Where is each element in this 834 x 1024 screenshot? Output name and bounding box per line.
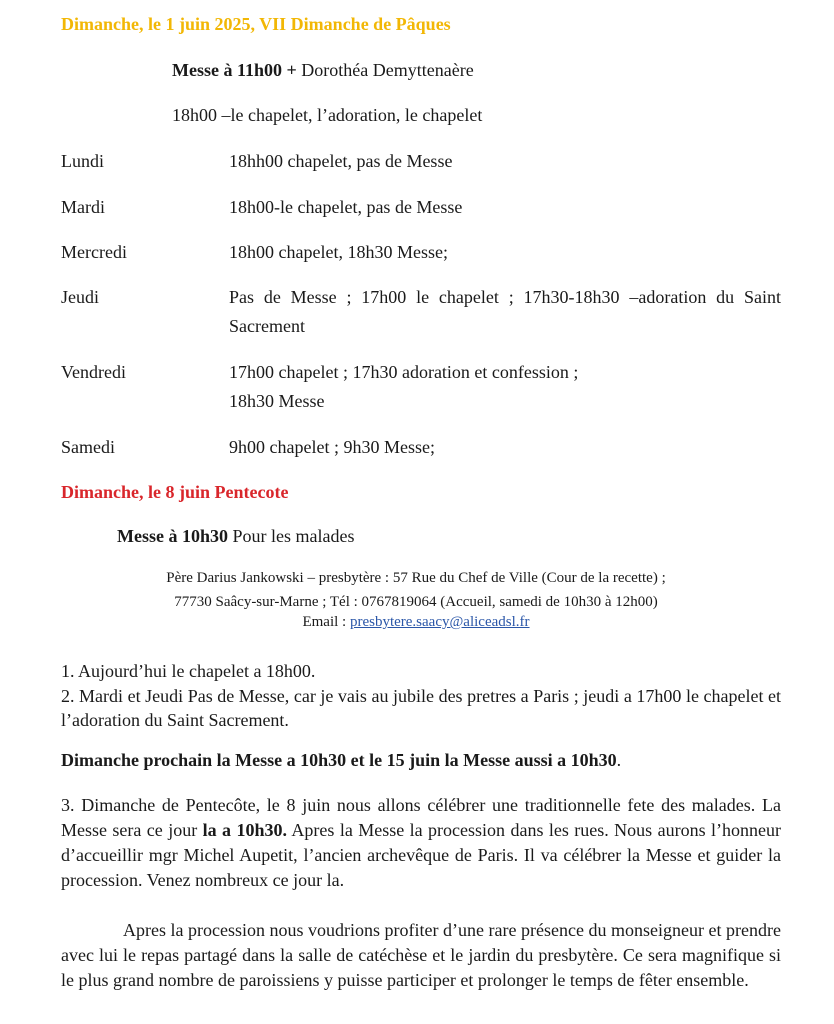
schedule-mardi: 18h00-le chapelet, pas de Messe	[229, 197, 463, 217]
heading-sunday-1: Dimanche, le 1 juin 2025, VII Dimanche de Pâques	[61, 14, 451, 34]
contact-line-1: Père Darius Jankowski – presbytère : 57 Rue du Chef de Ville (Cour de la recette) ;	[166, 570, 666, 586]
schedule-vendredi-line2: 18h30 Messe	[229, 391, 325, 411]
contact-email-line	[61, 613, 771, 632]
email-label: Email :	[302, 614, 350, 630]
sunday2-mass-intention: Pour les malades	[228, 526, 355, 546]
sunday2-mass-label: Messe à 10h30	[117, 526, 228, 546]
day-label-samedi: Samedi	[61, 437, 115, 457]
announcement-line	[61, 750, 621, 771]
announcement-bold: Dimanche prochain la Messe a 10h30 et le 15 juin la Messe aussi a 10h30	[61, 750, 617, 770]
note-2: 2. Mardi et Jeudi Pas de Messe, car je vais au jubile des pretres a Paris ; jeudi a 17h00 le chapelet et l’adoration du Saint Sacrement.	[61, 686, 781, 730]
schedule-samedi: 9h00 chapelet ; 9h30 Messe;	[229, 437, 435, 457]
email-link[interactable]: presbytere.saacy@aliceadsl.fr	[349, 614, 530, 630]
contact-line-2: 77730 Saâcy-sur-Marne ; Tél : 0767819064 (Accueil, samedi de 10h30 à 12h00)	[174, 594, 658, 610]
sunday1-mass-line	[172, 60, 474, 81]
schedule-lundi: 18hh00 chapelet, pas de Messe	[229, 151, 453, 171]
schedule-mercredi: 18h00 chapelet, 18h30 Messe;	[229, 242, 448, 262]
sunday1-mass-intention: Dorothéa Demyttenaère	[296, 60, 474, 80]
sunday2-mass-line	[117, 526, 354, 547]
day-label-mardi: Mardi	[61, 197, 105, 217]
schedule-vendredi-line1: 17h00 chapelet ; 17h30 adoration et confession ;	[229, 362, 579, 382]
para3-text-start: 3. Dimanche de Pentecôte, le 8 juin nous allons célébrer une traditionnelle fete des malades. La Messe sera ce jour	[61, 795, 781, 840]
day-label-lundi: Lundi	[61, 151, 104, 171]
announcement-period: .	[616, 750, 622, 770]
day-label-mercredi: Mercredi	[61, 242, 127, 262]
day-label-vendredi: Vendredi	[61, 362, 126, 382]
paragraph-3	[61, 793, 781, 893]
schedule-jeudi: Pas de Messe ; 17h00 le chapelet ; 17h30-18h30 –adoration du Saint Sacrement	[229, 287, 781, 336]
para3-text-end: Apres la Messe la procession dans les rues. Nous aurons l’honneur d’accueillir mgr Michel Aupetit, l’ancien archevêque de Paris. Il va célébrer la Messe et guider la procession. Venez nombreux ce jour la.	[61, 820, 781, 890]
heading-sunday-2: Dimanche, le 8 juin Pentecote	[61, 482, 289, 502]
paragraph-4: Apres la procession nous voudrions profiter d’une rare présence du monseigneur et prendre avec lui le repas partagé dans la salle de catéchèse et le jardin du presbytère. Ce sera magnifique si le plus grand nombre de paroissiens y puisse participer et prolonger le temps de fêter ensemble.	[61, 920, 781, 990]
para3-bold-time: la a 10h30.	[202, 820, 287, 840]
day-label-jeudi: Jeudi	[61, 287, 99, 307]
sunday1-evening: 18h00 –le chapelet, l’adoration, le chapelet	[172, 105, 483, 125]
sunday1-mass-label: Messe à 11h00 +	[172, 60, 297, 80]
note-1: 1. Aujourd’hui le chapelet a 18h00.	[61, 661, 316, 681]
